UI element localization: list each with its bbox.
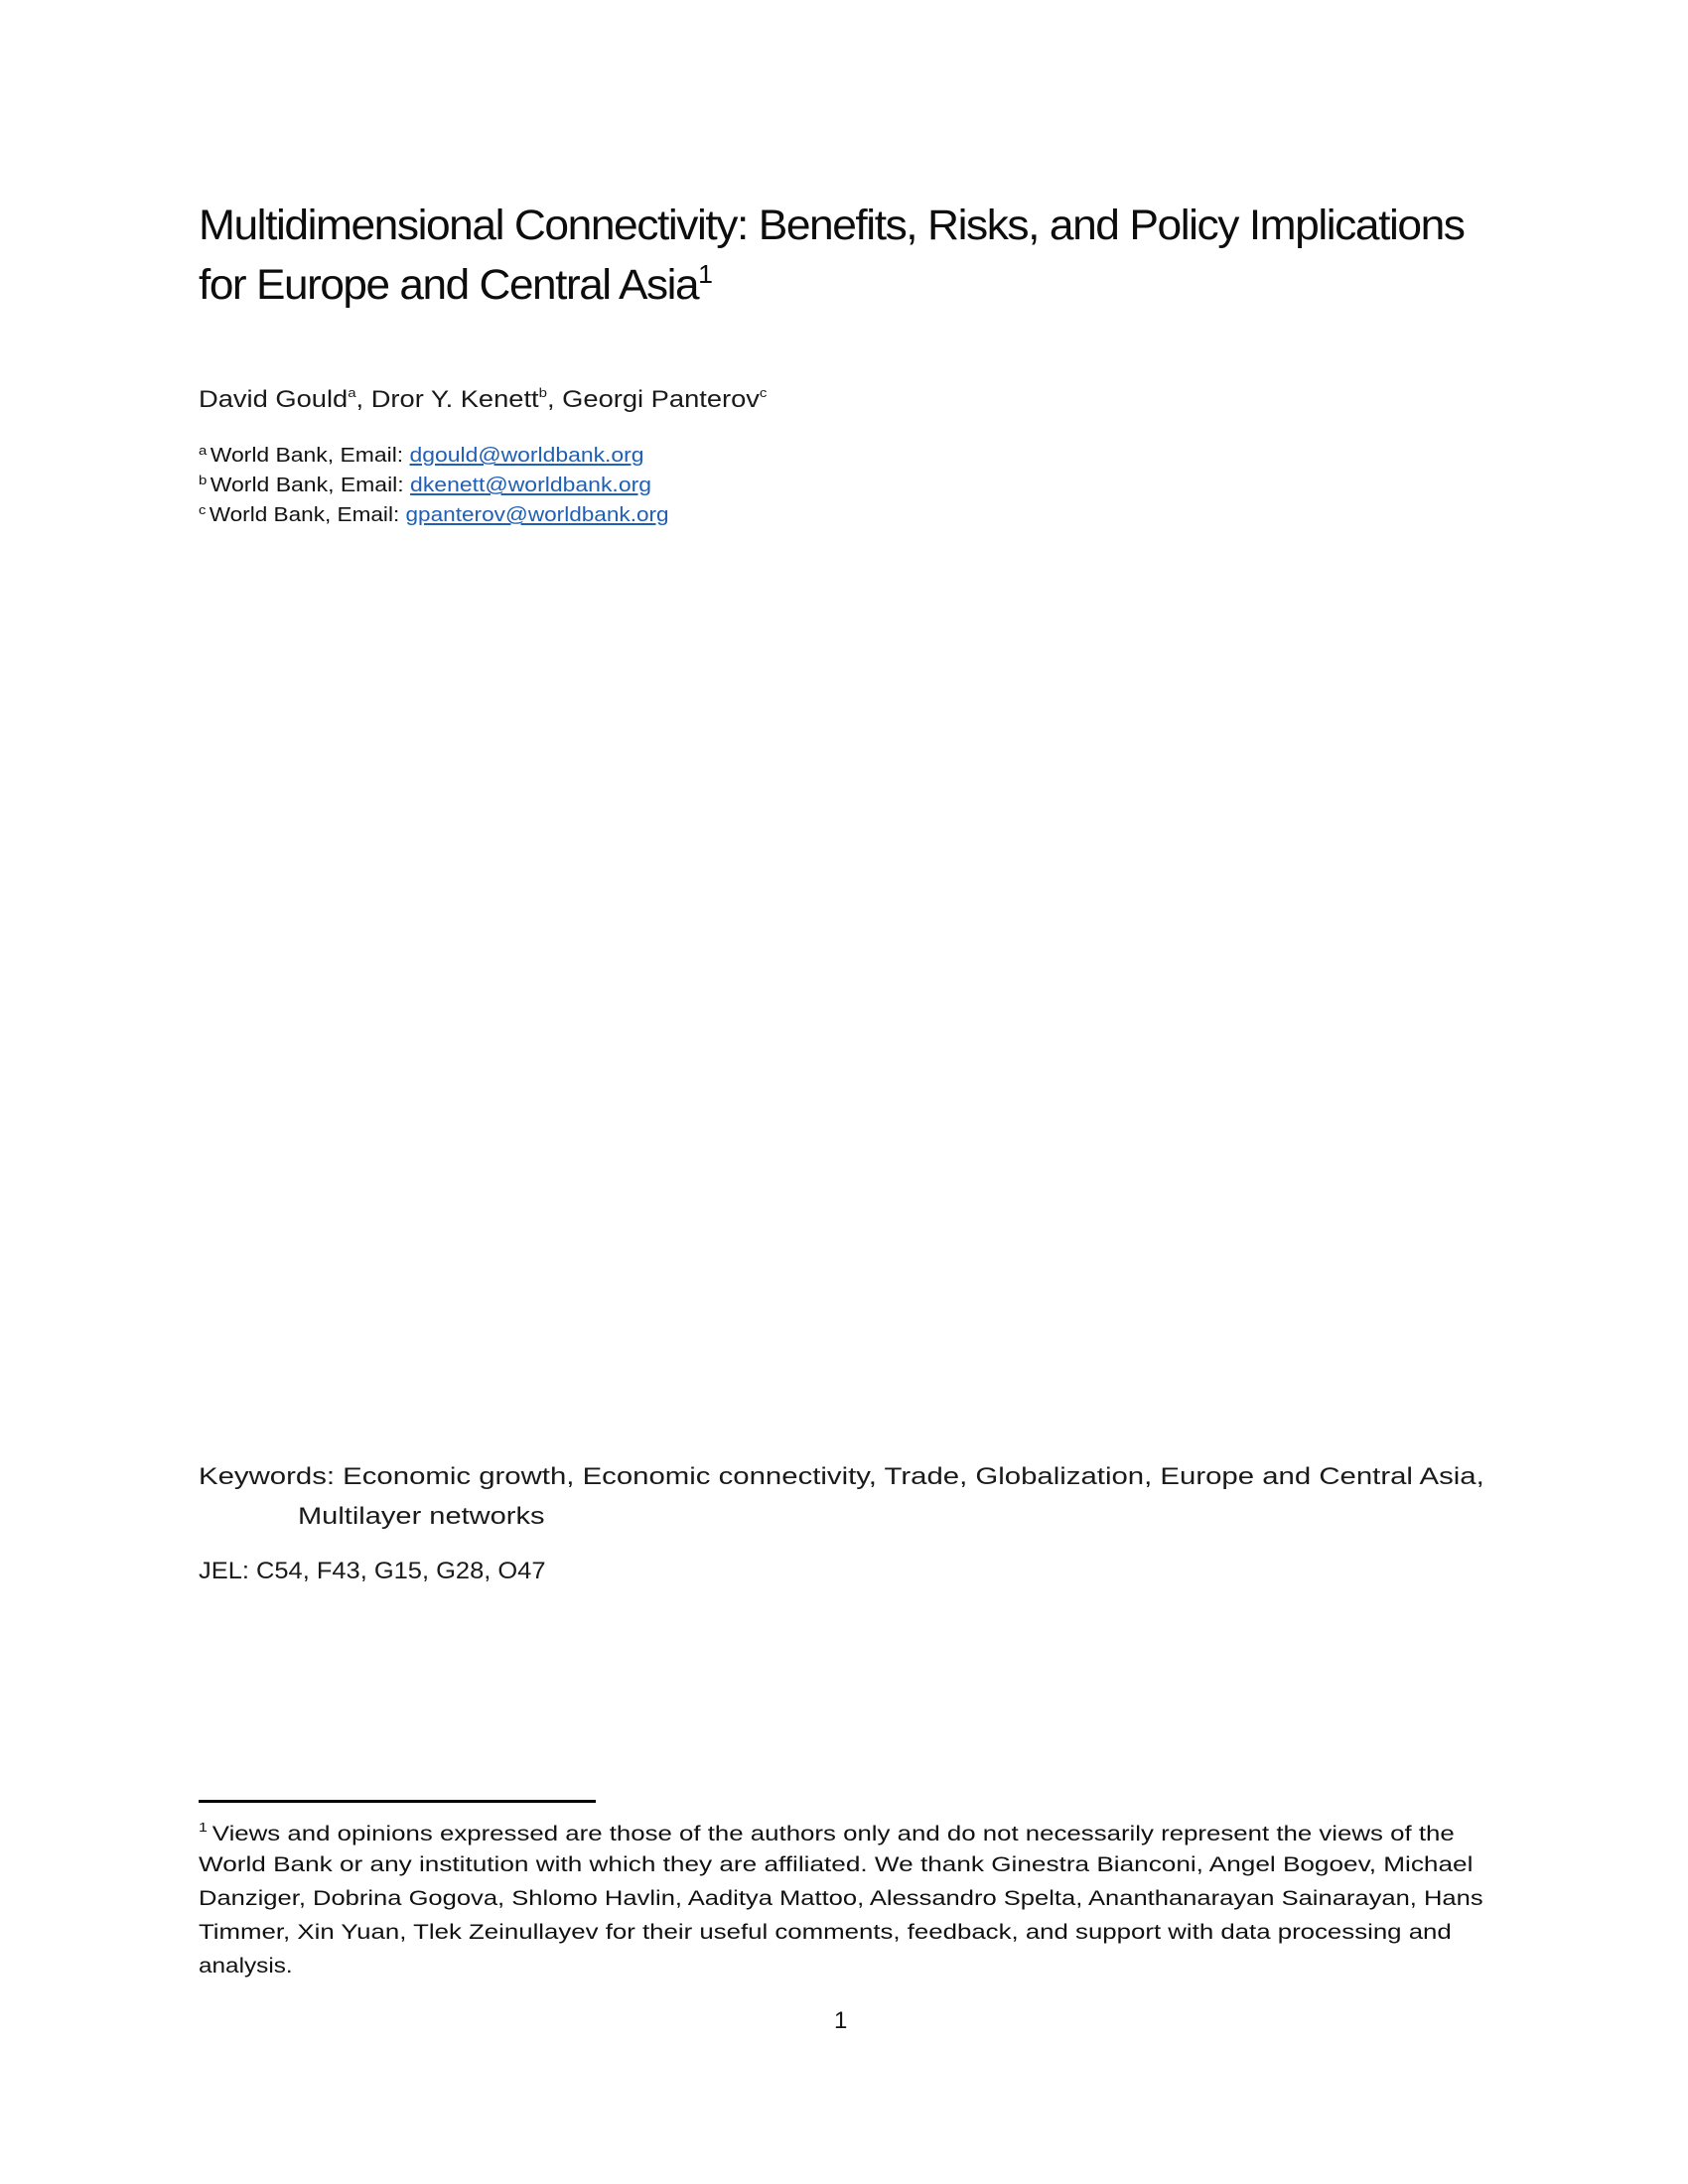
author-separator: , — [547, 386, 563, 413]
footnote-line-5 — [199, 1955, 293, 1979]
title-line-1 — [199, 202, 1465, 250]
title-text: Multidimensional Connectivity: Benefits, Risks, and Policy Implications — [199, 202, 1465, 249]
footnote-separator — [199, 1800, 596, 1803]
footnote-line-1 — [199, 1820, 1455, 1846]
jel-codes — [199, 1558, 545, 1585]
affiliation-mark: c — [199, 502, 207, 517]
email-link[interactable]: dkenett@worldbank.org — [410, 475, 652, 496]
author-affiliation-mark: c — [759, 385, 768, 401]
author-list — [199, 386, 767, 414]
author-separator: , — [355, 386, 371, 413]
affiliation-text: World Bank, Email: — [209, 504, 406, 526]
footnote-line-3 — [199, 1887, 1483, 1911]
affiliation-mark: a — [199, 443, 208, 458]
keywords-text: Multilayer networks — [298, 1503, 545, 1530]
footnote-line-2 — [199, 1853, 1473, 1877]
author-name: Georgi Panterov — [562, 386, 760, 413]
author-name: David Gould — [199, 386, 349, 413]
author-affiliation-mark: b — [538, 385, 548, 401]
footnote-text: World Bank or any institution with which they are affiliated. We thank Ginestra Bianconi, Angel Bogoev, Michael — [199, 1853, 1474, 1876]
page-number — [834, 2007, 847, 2035]
affiliation-text: World Bank, Email: — [210, 445, 410, 467]
footnote-text: Timmer, Xin Yuan, Tlek Zeinullayev for their useful comments, feedback, and support with data processing and — [199, 1921, 1452, 1944]
affiliation-text: World Bank, Email: — [210, 475, 411, 496]
footnote-text: analysis. — [199, 1955, 293, 1978]
jel-text: JEL: C54, F43, G15, G28, O47 — [199, 1558, 546, 1584]
email-link[interactable]: dgould@worldbank.org — [409, 445, 644, 467]
affiliation-a — [199, 443, 644, 468]
affiliation-mark: b — [199, 473, 208, 487]
title-text: for Europe and Central Asia — [199, 261, 699, 309]
page-number-text: 1 — [834, 2007, 848, 2034]
footnote-mark: 1 — [199, 1820, 208, 1835]
affiliation-c — [199, 502, 669, 527]
title-line-2 — [199, 261, 712, 310]
footnote-text: Views and opinions expressed are those of the authors only and do not necessarily represent the views of the — [211, 1823, 1455, 1845]
keywords-line-1 — [199, 1463, 1484, 1491]
author-name: Dror Y. Kenett — [370, 386, 539, 413]
keywords-line-2 — [298, 1503, 545, 1531]
keywords-text: Keywords: Economic growth, Economic connectivity, Trade, Globalization, Europe and Central Asia, — [199, 1463, 1484, 1490]
email-link[interactable]: gpanterov@worldbank.org — [405, 504, 669, 526]
author-affiliation-mark: a — [348, 385, 356, 401]
footnote-line-4 — [199, 1921, 1452, 1945]
affiliation-b — [199, 473, 651, 497]
title-footnote-mark[interactable]: 1 — [698, 259, 712, 289]
footnote-text: Danziger, Dobrina Gogova, Shlomo Havlin, Aaditya Mattoo, Alessandro Spelta, Ananthanarayan Sainarayan, Hans — [199, 1887, 1483, 1910]
